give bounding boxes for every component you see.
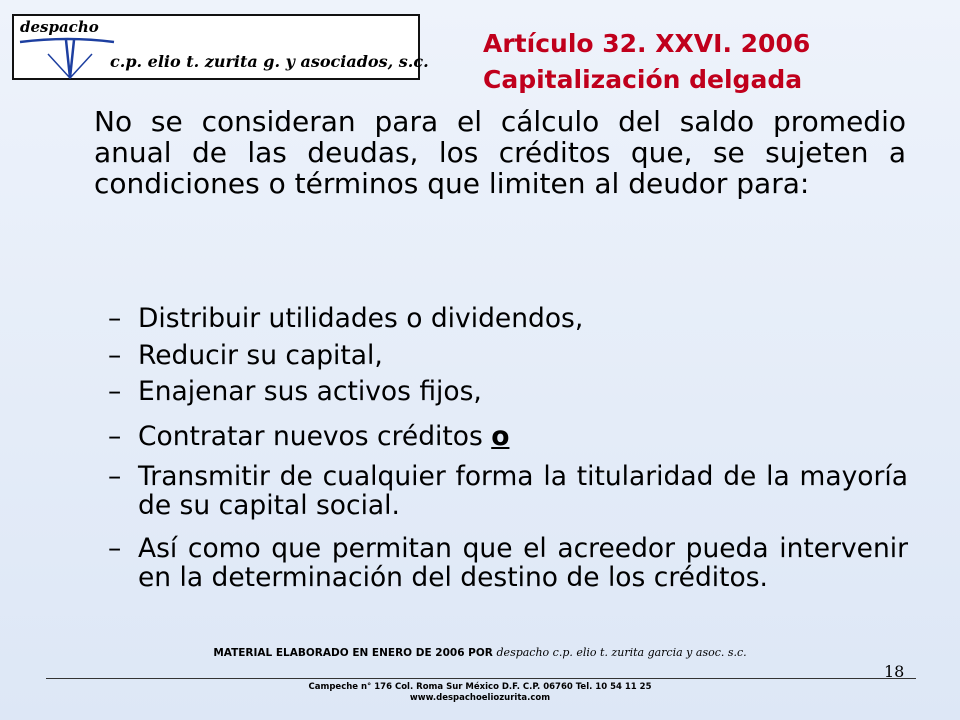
bullet-text: Transmitir de cualquier forma la titularidad de la mayoría de su capital social.: [138, 461, 908, 521]
bullet-emphasis: o: [491, 421, 510, 452]
page-number: 18: [884, 662, 905, 681]
bullet-item: [108, 534, 908, 592]
bullet-item: [108, 462, 908, 520]
bullet-item: [108, 304, 908, 333]
bullet-dash: –: [108, 340, 122, 371]
footer-address: Campeche n° 176 Col. Roma Sur México D.F. C.P. 06760 Tel. 10 54 11 25: [308, 682, 652, 692]
intro-paragraph: No se consideran para el cálculo del saldo promedio anual de las deudas, los créditos que, se sujeten a condiciones o términos que limiten al deudor para:: [94, 105, 906, 200]
footer-credit-firm: despacho c.p. elio t. zurita garcia y asoc. s.c.: [496, 646, 747, 659]
bullet-dash: –: [108, 421, 122, 452]
bullet-text: Distribuir utilidades o dividendos,: [138, 303, 584, 334]
footer-address-block: [0, 682, 960, 704]
bullet-item: [108, 377, 908, 406]
bullet-dash: –: [108, 461, 122, 492]
bullet-text: Así como que permitan que el acreedor pueda intervenir en la determinación del destino de los créditos.: [138, 533, 908, 593]
slide-title: [483, 26, 810, 98]
bullet-item: [108, 341, 908, 370]
bullet-dash: –: [108, 303, 122, 334]
slide-title-line-2: Capitalización delgada: [483, 65, 803, 94]
bullet-text: Reducir su capital,: [138, 340, 383, 371]
bullet-dash: –: [108, 376, 122, 407]
bullet-text: Enajenar sus activos fijos,: [138, 376, 482, 407]
bullet-text: Contratar nuevos créditos: [138, 421, 492, 452]
footer-website: www.despachoeliozurita.com: [409, 693, 551, 703]
logo-brand-text: despacho: [20, 18, 99, 36]
logo-firm-name: c.p. elio t. zurita g. y asociados, s.c.: [110, 52, 429, 71]
bullet-dash: –: [108, 533, 122, 564]
bullet-item: [108, 422, 908, 451]
company-logo: [12, 14, 429, 80]
footer-credit-text: MATERIAL ELABORADO EN ENERO DE 2006 POR: [213, 647, 497, 659]
slide-title-line-1: Artículo 32. XXVI. 2006: [483, 29, 811, 58]
footer-credit: [0, 646, 960, 659]
footer-divider: [46, 678, 916, 679]
logo-mark-icon: [18, 34, 118, 80]
